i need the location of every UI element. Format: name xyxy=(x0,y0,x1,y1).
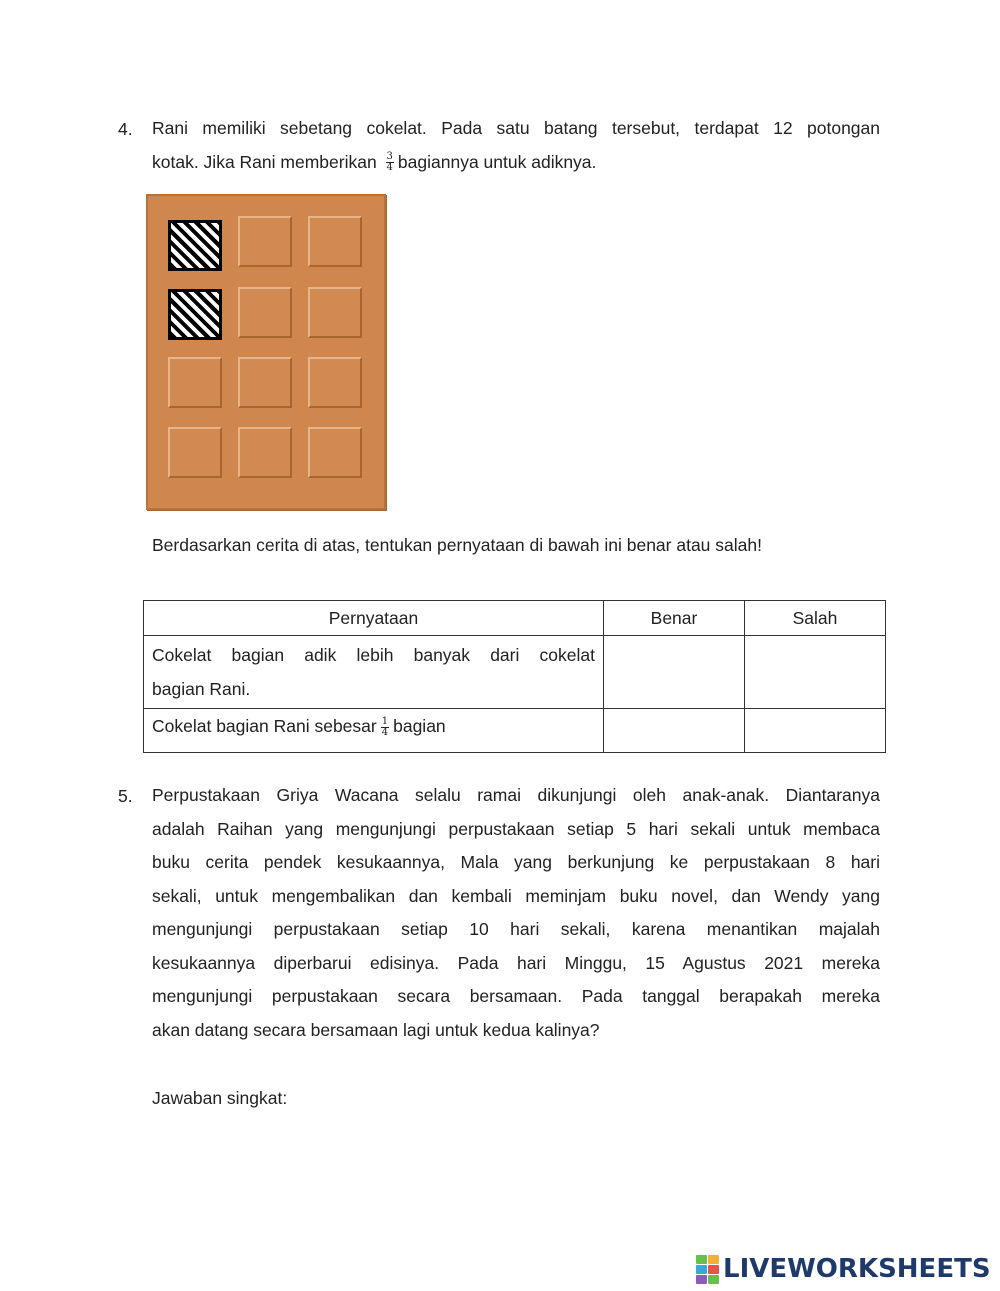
chocolate-piece xyxy=(308,287,362,338)
liveworksheets-logo-icon xyxy=(696,1255,719,1284)
chocolate-bar-image xyxy=(146,194,386,510)
question-5-line: mengunjungi perpustakaan secara bersamaan. Pada tanggal berapakah mereka xyxy=(152,986,880,1006)
question-4-line-2-end: bagiannya untuk adiknya. xyxy=(397,151,597,172)
chocolate-piece xyxy=(308,427,362,478)
statement-1 xyxy=(144,636,604,709)
table-row xyxy=(144,636,886,709)
statement-1-benar-cell[interactable] xyxy=(604,636,745,709)
header-pernyataan: Pernyataan xyxy=(144,601,604,636)
question-5-line: Perpustakaan Griya Wacana selalu ramai dikunjungi oleh anak-anak. Diantaranya xyxy=(152,785,880,805)
question-4-instruction: Berdasarkan cerita di atas, tentukan pernyataan di bawah ini benar atau salah! xyxy=(152,535,762,555)
question-4-line-2 xyxy=(152,146,880,180)
statement-1-salah-cell[interactable] xyxy=(745,636,886,709)
fraction-three-quarters xyxy=(386,152,394,173)
question-5-line: buku cerita pendek kesukaannya, Mala yang berkunjung ke perpustakaan 8 hari xyxy=(152,852,880,872)
statement-2-salah-cell[interactable] xyxy=(745,709,886,753)
chocolate-piece xyxy=(168,357,222,408)
chocolate-piece-hatched xyxy=(168,220,222,271)
chocolate-piece xyxy=(238,216,292,267)
header-benar: Benar xyxy=(604,601,745,636)
chocolate-piece-hatched xyxy=(168,289,222,340)
fraction-numerator: 3 xyxy=(386,151,393,163)
question-4-text xyxy=(152,112,880,179)
chocolate-piece xyxy=(238,287,292,338)
question-5-line: sekali, untuk mengembalikan dan kembali meminjam buku novel, dan Wendy yang xyxy=(152,885,880,906)
question-5-line: kesukaannya diperbarui edisinya. Pada hari Minggu, 15 Agustus 2021 mereka xyxy=(152,952,880,973)
chocolate-piece xyxy=(238,357,292,408)
liveworksheets-logo xyxy=(696,1254,991,1284)
fraction-one-quarter xyxy=(381,717,389,738)
question-4-line-2-start: kotak. Jika Rani memberikan xyxy=(152,151,377,172)
answer-label: Jawaban singkat: xyxy=(152,1088,288,1108)
liveworksheets-logo-text: LIVEWORKSHEETS xyxy=(723,1254,991,1284)
question-4-line-1: Rani memiliki sebetang cokelat. Pada satu batang tersebut, terdapat 12 potongan xyxy=(152,118,880,138)
chocolate-piece xyxy=(168,427,222,478)
fraction-denominator: 4 xyxy=(386,162,393,174)
statement-2-end: bagian xyxy=(393,716,446,736)
statement-1-line-1: Cokelat bagian adik lebih banyak dari cokelat xyxy=(152,645,595,665)
table-row xyxy=(144,709,886,753)
fraction-denominator: 4 xyxy=(381,726,389,738)
statement-2-benar-cell[interactable] xyxy=(604,709,745,753)
table-header-row xyxy=(144,601,886,636)
question-5-line: akan datang secara bersamaan lagi untuk kedua kalinya? xyxy=(152,1019,600,1040)
chocolate-piece xyxy=(238,427,292,478)
statement-1-line-2: bagian Rani. xyxy=(152,679,251,699)
statement-2 xyxy=(144,709,604,753)
fraction-numerator: 1 xyxy=(381,715,389,727)
question-5-line: adalah Raihan yang mengunjungi perpustakaan setiap 5 hari sekali untuk membaca xyxy=(152,818,880,839)
header-salah: Salah xyxy=(745,601,886,636)
question-5-text xyxy=(152,779,880,1047)
question-4-number: 4. xyxy=(118,119,133,139)
chocolate-piece xyxy=(308,357,362,408)
statement-2-start: Cokelat bagian Rani sebesar xyxy=(152,716,377,736)
question-5-line: mengunjungi perpustakaan setiap 10 hari sekali, karena menantikan majalah xyxy=(152,919,880,939)
chocolate-piece xyxy=(308,216,362,267)
question-5-number: 5. xyxy=(118,786,133,806)
statement-table xyxy=(143,600,886,753)
